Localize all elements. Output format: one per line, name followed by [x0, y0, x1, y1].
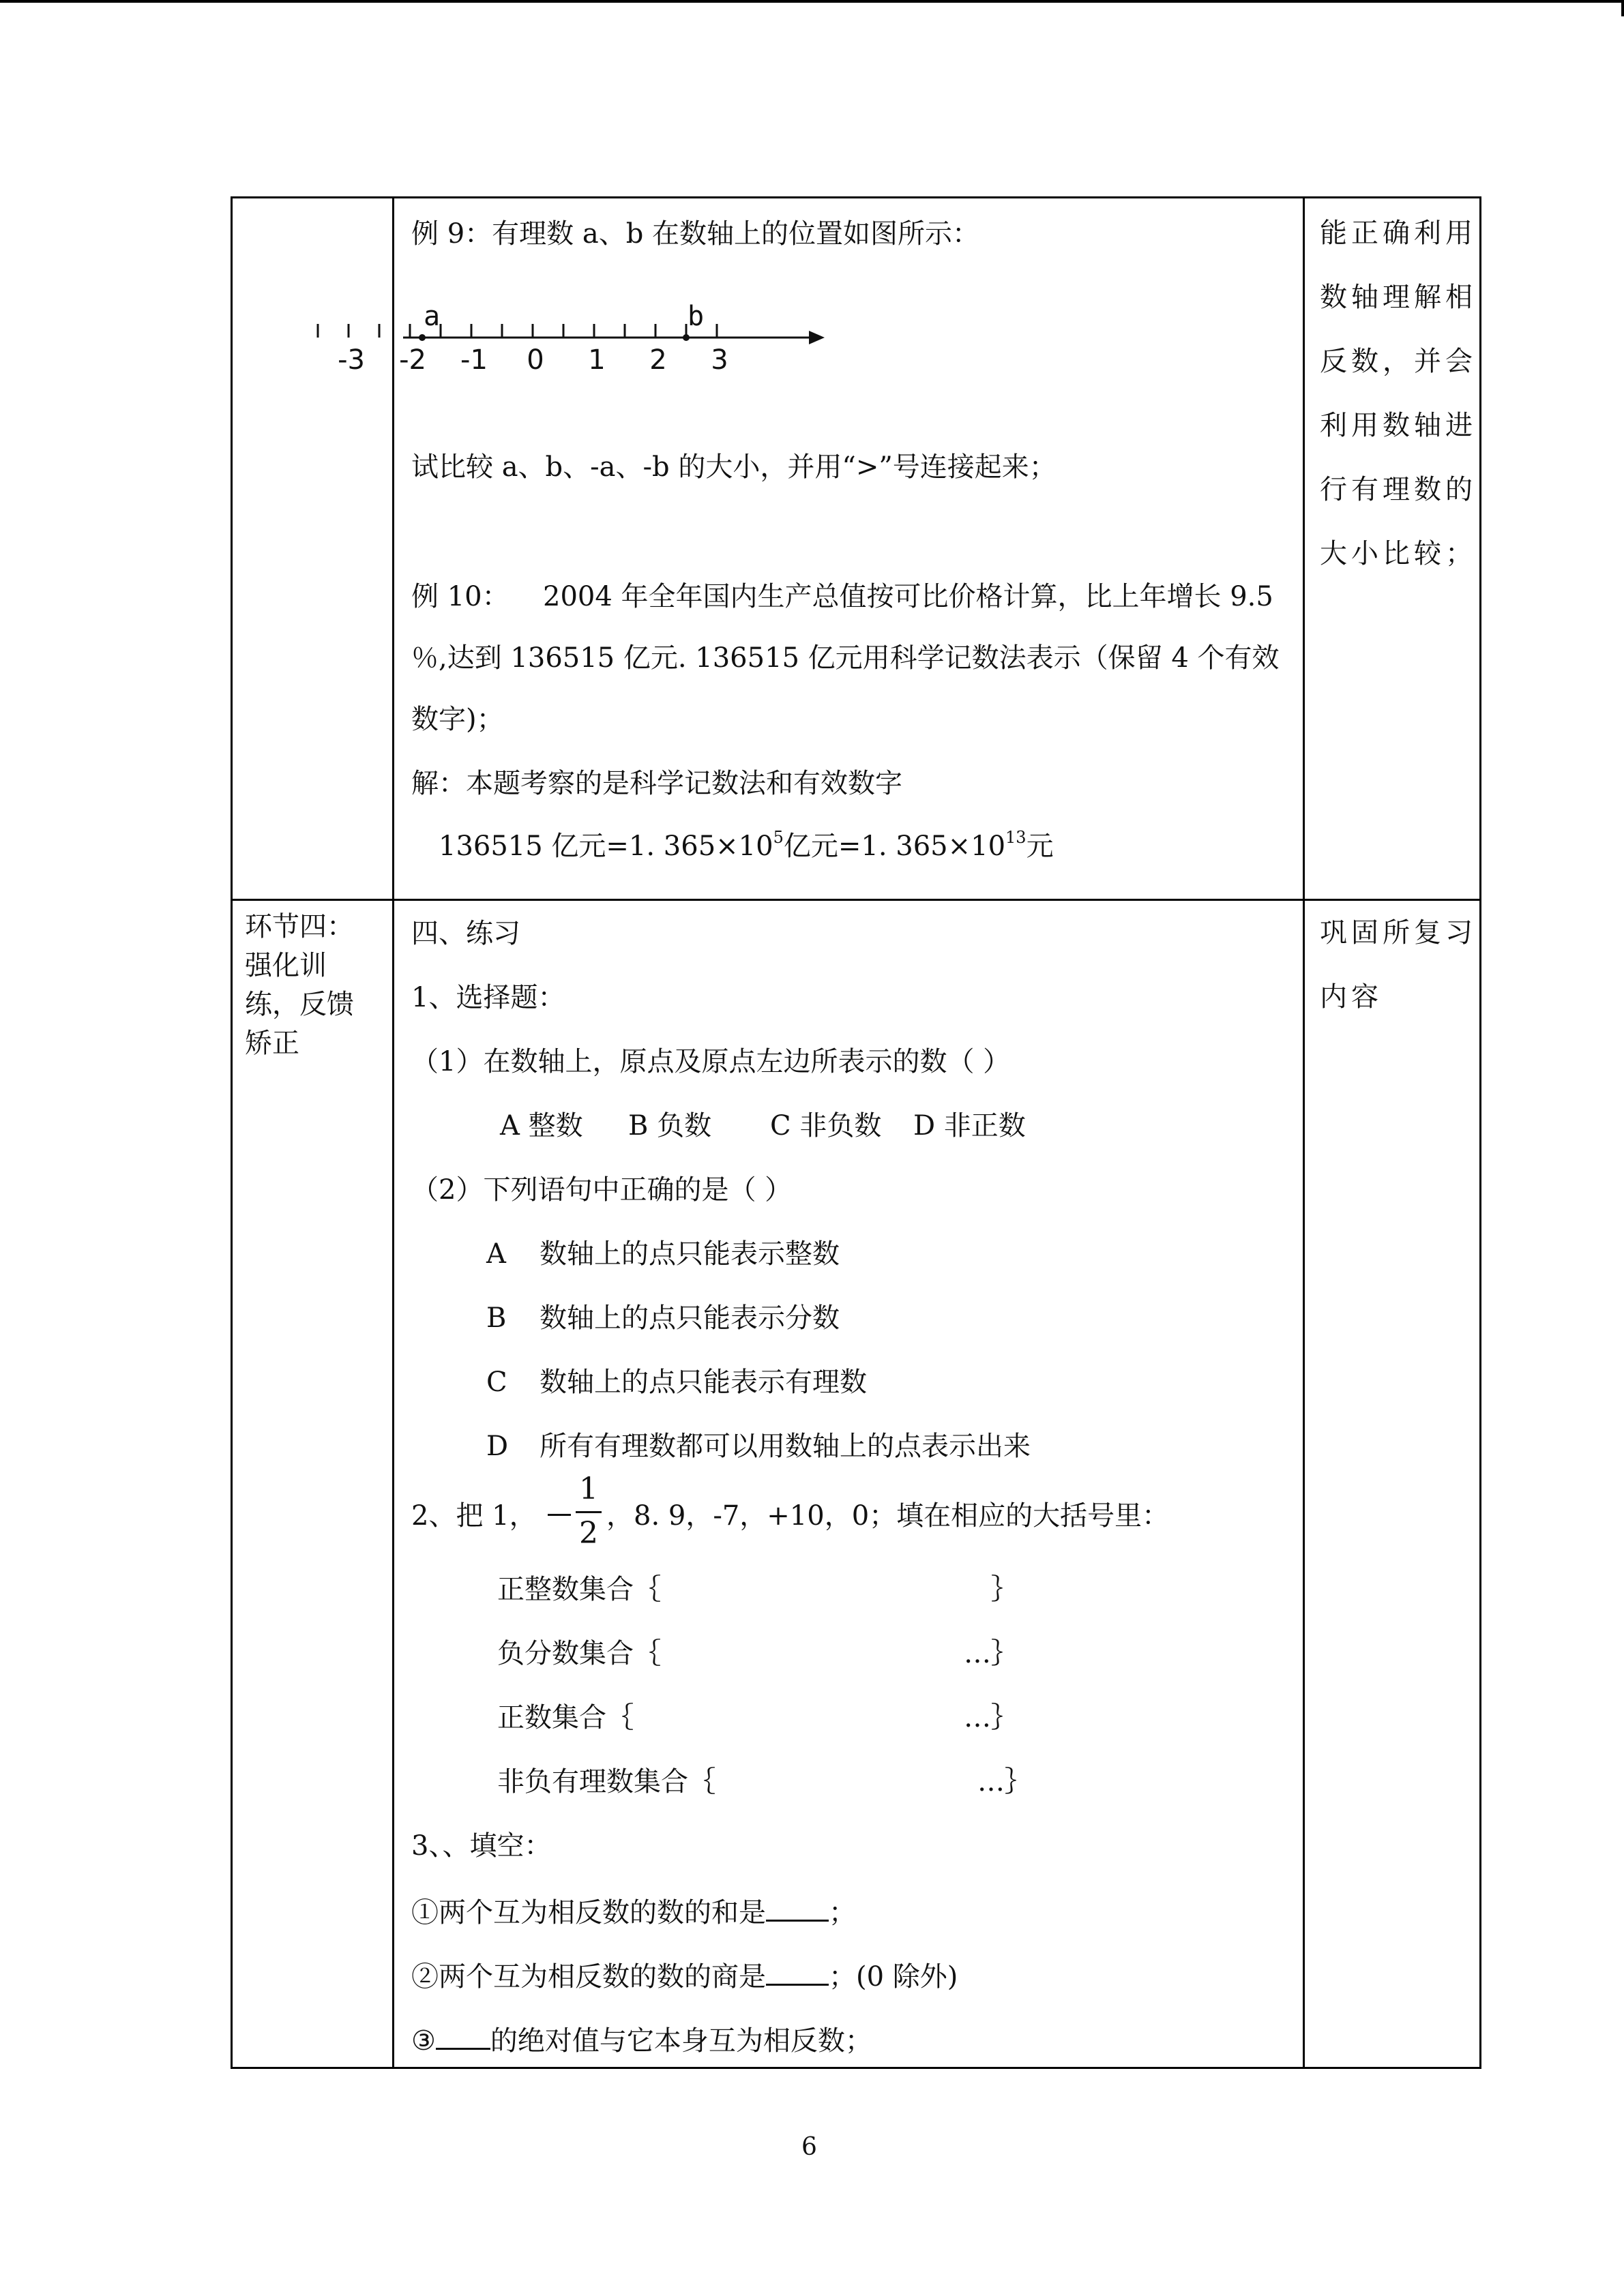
- tick-label--2: -2: [399, 344, 426, 376]
- q1-1-option-c: C 非负数: [770, 1110, 882, 1142]
- blank-1[interactable]: [766, 1894, 829, 1922]
- q2-suffix: ，8. 9，-7，+10，0；填在相应的大括号里：: [606, 1500, 1170, 1532]
- example10-label: 例 10：: [411, 581, 510, 612]
- set-positive-numbers-close: …｝: [964, 1702, 1018, 1733]
- column-divider-2: [1303, 198, 1305, 2067]
- example10-line1: 2004 年全年国内生产总值按可比价格计算，比上年增长 9.5: [543, 581, 1273, 612]
- q3-title: 3、、填空：: [411, 1830, 552, 1862]
- column-divider-1: [392, 198, 394, 2067]
- example10-line3: 数字)；: [411, 704, 504, 735]
- goal-row1: 能正确利用 数轴理解相 反数，并会 利用数轴进 行有理数的 大小比较；: [1320, 218, 1477, 569]
- q3-item-1: ①两个互为相反数的数的和是 ；: [411, 1894, 856, 1929]
- page-top-border: [0, 0, 1624, 3]
- fraction-denominator: 2: [579, 1516, 598, 1551]
- tick-label--3: -3: [338, 344, 365, 376]
- tick-label--1: -1: [460, 344, 488, 376]
- set-negative-fractions: 负分数集合｛: [497, 1638, 661, 1669]
- q1-2-option-d-text: 所有有理数都可以用数轴上的点表示出来: [540, 1431, 1031, 1462]
- minus-sign: [548, 1514, 571, 1516]
- tick-label-0: 0: [527, 344, 544, 376]
- set-negative-fractions-close: …｝: [964, 1638, 1018, 1669]
- q1-2: （2）下列语句中正确的是（ ）: [411, 1174, 793, 1206]
- example9-title: 例 9：有理数 a、b 在数轴上的位置如图所示：: [411, 218, 980, 250]
- q3-item-2: ②两个互为相反数的数的商是 ；(0 除外): [411, 1958, 958, 1993]
- q1-2-option-c-text: 数轴上的点只能表示有理数: [540, 1367, 867, 1398]
- q1-2-option-a-text: 数轴上的点只能表示整数: [540, 1238, 840, 1270]
- point-label-a: a: [423, 301, 441, 332]
- example10-equation: 136515 亿元=1. $365\times 10^5$亿元=1. $365\times 10^{13}$元: [439, 828, 1054, 862]
- blank-2[interactable]: [766, 1958, 829, 1986]
- practice-heading: 四、练习: [411, 918, 520, 949]
- example10-solution: 解：本题考察的是科学记数法和有效数字: [411, 768, 902, 799]
- q1-2-option-a-letter: A: [486, 1238, 506, 1270]
- lesson-table: [231, 196, 1481, 2069]
- row-divider: [233, 899, 1479, 901]
- q1-1-option-a: A 整数: [500, 1110, 583, 1142]
- page-corner-mark: [1621, 0, 1624, 16]
- q1-1: （1）在数轴上，原点及原点左边所表示的数（ ）: [411, 1046, 1011, 1077]
- q1-2-option-b-letter: B: [486, 1302, 507, 1334]
- q1-2-option-c-letter: C: [486, 1367, 507, 1398]
- page-number: 6: [801, 2133, 817, 2161]
- set-nonnegative-rationals-close: …｝: [977, 1766, 1032, 1798]
- set-nonnegative-rationals: 非负有理数集合｛: [497, 1766, 715, 1798]
- fraction-bar: [576, 1511, 602, 1513]
- fraction-numerator: 1: [579, 1472, 598, 1506]
- point-b: [683, 334, 690, 341]
- example9-question: 试比较 a、b、-a、-b 的大小，并用“>”号连接起来；: [411, 451, 1057, 483]
- q1-1-option-b: B 负数: [628, 1110, 712, 1142]
- q1-2-option-d-letter: D: [486, 1431, 509, 1462]
- stage-label: 环节四： 强化训 练，反馈 矫正: [245, 911, 354, 1059]
- set-positive-integers: 正整数集合｛: [497, 1574, 661, 1605]
- q1-1-option-d: D 非正数: [913, 1110, 1026, 1142]
- set-positive-integers-close: ｝: [991, 1574, 1018, 1605]
- q2-prefix: 2、把 1，: [411, 1500, 537, 1532]
- tick-label-2: 2: [649, 344, 667, 376]
- example10-line2: ％,达到 136515 亿元. 136515 亿元用科学记数法表示（保留 4 个有效: [411, 642, 1280, 674]
- q3-item-3: ③ 的绝对值与它本身互为相反数；: [411, 2022, 872, 2057]
- q1-title: 1、选择题：: [411, 982, 565, 1013]
- blank-3[interactable]: [436, 2022, 490, 2050]
- goal-row2: 巩固所复习 内容: [1320, 917, 1477, 1013]
- q1-2-option-b-text: 数轴上的点只能表示分数: [540, 1302, 840, 1334]
- point-a: [419, 334, 426, 341]
- number-line-arrow: [809, 331, 825, 344]
- tick-label-1: 1: [588, 344, 606, 376]
- number-line-figure: [338, 294, 826, 383]
- tick-label-3: 3: [711, 344, 728, 376]
- set-positive-numbers: 正数集合｛: [497, 1702, 634, 1733]
- point-label-b: b: [687, 301, 705, 332]
